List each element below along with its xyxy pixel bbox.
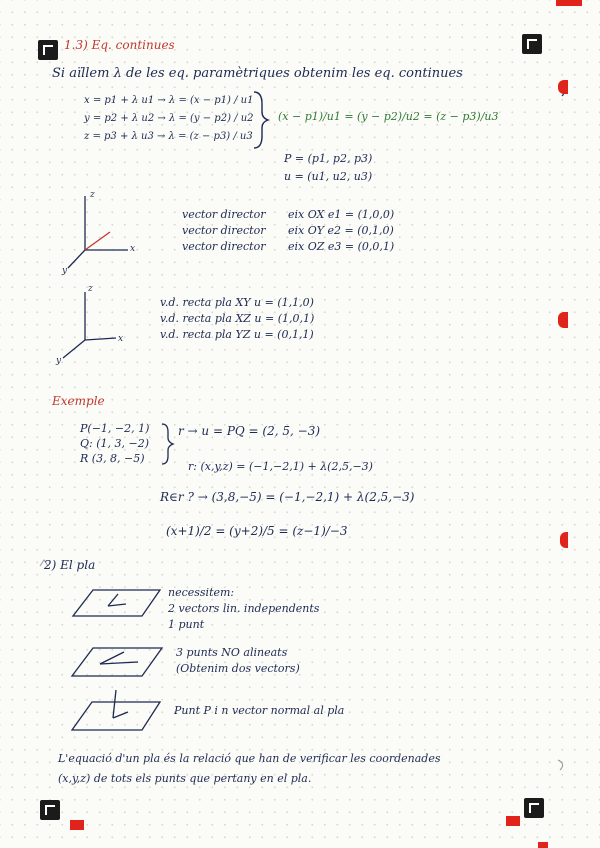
director-label-oz: vector director [182,240,266,253]
axes-diagram-2 [63,292,116,358]
pla-item-3-line-1: Punt P i n vector normal al pla [174,704,345,717]
example-line-equation: r: (x,y,z) = (−1,−2,1) + λ(2,5,−3) [188,460,373,473]
director-eq-ox: eix OX e1 = (1,0,0) [288,208,395,221]
axis-label-x-1: x [130,244,136,254]
section-title: 1.3) Eq. continues [64,38,175,52]
point-vector: P = (p1, p2, p3) [284,152,373,165]
continuous-equation: (x − p1)/u1 = (y − p2)/u2 = (z − p3)/u3 [278,110,499,123]
direction-vector: u = (u1, u2, u3) [284,170,373,183]
param-eq-x: x = p1 + λ u1 → λ = (x − p1) / u1 [84,95,254,106]
red-tab-bottom [538,842,548,848]
pla-item-2-line-1: 3 punts NO alineats [176,646,288,659]
conclusion-line-1: L'equació d'un pla és la relació que han de verificar les coordenades [58,752,441,765]
example-continuous: (x+1)/2 = (y+2)/5 = (z−1)/−3 [166,524,348,538]
plane-vd-yz: v.d. recta pla YZ u = (0,1,1) [160,328,314,341]
example-point-r: R (3, 8, −5) [80,452,145,465]
axis-label-y-2: y [56,356,62,366]
example-check: R∈r ? → (3,8,−5) = (−1,−2,1) + λ(2,5,−3) [160,490,415,504]
pla-item-2-line-2: (Obtenim dos vectors) [176,662,300,675]
red-tab-1 [558,80,568,94]
intro-text: Si aïllem λ de les eq. paramètriques obtenim les eq. continues [52,66,463,81]
red-tab-2 [558,312,568,328]
param-eq-z: z = p3 + λ u3 → λ = (z − p3) / u3 [84,131,253,142]
red-tab-bottom-right [506,816,520,826]
example-point-p: P(−1, −2, 1) [80,422,150,435]
plane-vd-xz: v.d. recta pla XZ u = (1,0,1) [160,312,315,325]
example-title: Exemple [52,394,105,408]
section-2-title: 2) El pla [44,558,96,572]
corner-mark-top-left [38,40,58,60]
director-label-ox: vector director [182,208,266,221]
plane-vd-xy: v.d. recta pla XY u = (1,1,0) [160,296,314,309]
corner-mark-top-right [522,34,542,54]
axis-label-z-2: z [88,284,93,294]
plane-sketch-1 [73,590,160,616]
axis-label-z-1: z [90,190,95,200]
example-point-q: Q: (1, 3, −2) [80,437,150,450]
axis-label-x-2: x [118,334,124,344]
corner-mark-bottom-left [40,800,60,820]
director-eq-oy: eix OY e2 = (0,1,0) [288,224,394,237]
director-label-oy: vector director [182,224,266,237]
brace-parametric [254,92,268,148]
example-direction: r → u = PQ = (2, 5, −3) [178,424,321,438]
red-tab-top [556,0,582,6]
plane-sketch-2 [72,648,162,676]
brace-example [162,424,173,464]
corner-mark-bottom-right [524,798,544,818]
red-tab-3 [560,532,568,548]
axes-diagram-1 [68,196,128,268]
director-eq-oz: eix OZ e3 = (0,0,1) [288,240,395,253]
red-tab-bottom-left [70,820,84,830]
param-eq-y: y = p2 + λ u2 → λ = (y − p2) / u2 [84,113,254,124]
pla-item-1-line-2: 2 vectors lin. independents [168,602,320,615]
conclusion-line-2: (x,y,z) de tots els punts que pertany en el pla. [58,772,312,785]
plane-sketch-3 [72,690,160,730]
pla-item-1-line-3: 1 punt [168,618,205,631]
pla-item-1-line-1: necessitem: [168,586,235,599]
axis-label-y-1: y [62,266,68,276]
